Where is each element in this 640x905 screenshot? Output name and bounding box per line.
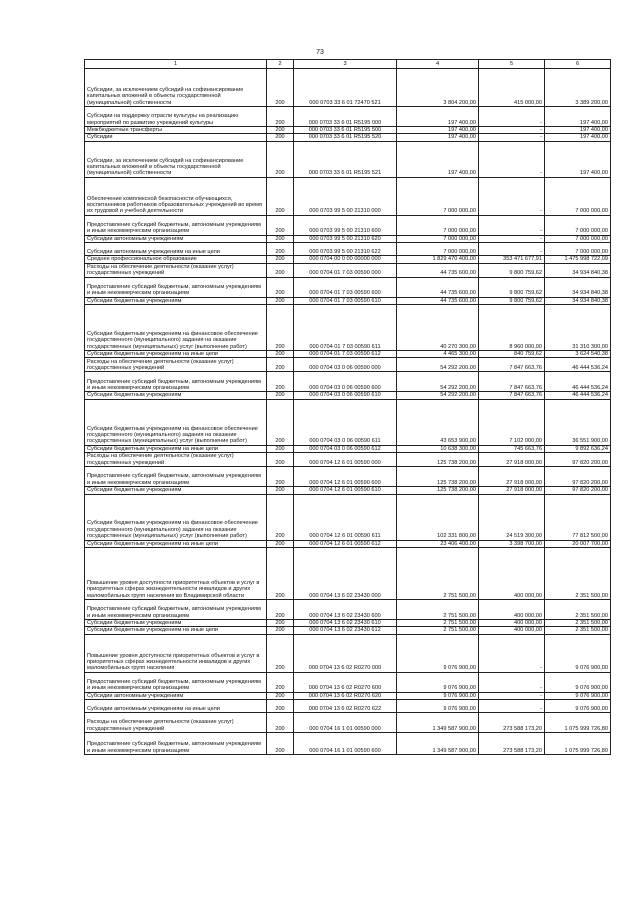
row-executed: 27 918 000,00 xyxy=(479,467,545,487)
row-unexecuted: 2 351 500,00 xyxy=(545,548,611,600)
row-admin-code: 200 xyxy=(267,692,294,699)
row-name: Субсидии бюджетным учреждениям xyxy=(85,392,267,399)
row-budget-code: 000 0704 13 6 02 23430 612 xyxy=(294,627,397,634)
table-row xyxy=(85,672,611,692)
row-executed: 400 000,00 xyxy=(479,548,545,600)
row-approved: 2 751 500,00 xyxy=(397,620,479,627)
row-executed: 9 800 759,62 xyxy=(479,277,545,297)
row-name: Предоставление субсидий бюджетным, автономным учреждениям и иным некоммерческим организациям xyxy=(85,215,267,235)
table-row xyxy=(85,263,611,277)
table-row xyxy=(85,540,611,547)
table-row xyxy=(85,445,611,452)
row-approved: 125 738 200,00 xyxy=(397,453,479,467)
table-row xyxy=(85,134,611,141)
row-budget-code: 000 0703 99 5 00 21310 622 xyxy=(294,243,397,256)
row-admin-code: 200 xyxy=(267,263,294,277)
row-executed: 9 800 759,62 xyxy=(479,297,545,304)
row-unexecuted: 7 000 000,00 xyxy=(545,177,611,215)
row-executed: 400 000,00 xyxy=(479,627,545,634)
row-budget-code: 000 0704 13 6 02 23430 610 xyxy=(294,620,397,627)
row-unexecuted: 36 551 900,00 xyxy=(545,399,611,445)
table-row xyxy=(85,399,611,445)
row-admin-code: 200 xyxy=(267,392,294,399)
row-name: Субсидии, за исключением субсидий на софинансирование капитальных вложений в объекты государственной (муниципальной) собственности xyxy=(85,141,267,177)
row-admin-code: 200 xyxy=(267,713,294,733)
row-unexecuted: 2 351 500,00 xyxy=(545,620,611,627)
row-unexecuted: 9 076 900,00 xyxy=(545,700,611,713)
row-name: Предоставление субсидий бюджетным, автономным учреждениям и иным некоммерческим организациям xyxy=(85,372,267,392)
row-admin-code: 200 xyxy=(267,297,294,304)
row-executed: 273 588 173,20 xyxy=(479,713,545,733)
row-admin-code: 200 xyxy=(267,358,294,372)
row-unexecuted: 46 444 536,24 xyxy=(545,392,611,399)
row-executed: - xyxy=(479,692,545,699)
row-admin-code: 200 xyxy=(267,627,294,634)
row-budget-code: 000 0704 03 0 06 00590 612 xyxy=(294,445,397,452)
row-unexecuted: 9 076 900,00 xyxy=(545,634,611,672)
row-approved: 197 400,00 xyxy=(397,141,479,177)
row-admin-code: 200 xyxy=(267,487,294,494)
table-row xyxy=(85,215,611,235)
row-name: Предоставление субсидий бюджетным, автономным учреждениям и иным некоммерческим организациям xyxy=(85,277,267,297)
row-name: Предоставление субсидий бюджетным, автономным учреждениям и иным некоммерческим организациям xyxy=(85,600,267,620)
table-row xyxy=(85,141,611,177)
row-admin-code: 200 xyxy=(267,399,294,445)
row-executed: - xyxy=(479,634,545,672)
row-approved: 44 735 600,00 xyxy=(397,277,479,297)
row-name: Обеспечение комплексной безопасности обучающихся, воспитанников работников образовательных учреждений во время их трудовой и учебной деятельности xyxy=(85,177,267,215)
row-approved: 2 751 500,00 xyxy=(397,627,479,634)
row-admin-code: 200 xyxy=(267,177,294,215)
row-budget-code: 000 0704 03 0 06 00590 610 xyxy=(294,392,397,399)
table-row xyxy=(85,358,611,372)
row-unexecuted: 2 351 500,00 xyxy=(545,600,611,620)
table-row xyxy=(85,453,611,467)
row-admin-code: 200 xyxy=(267,69,294,107)
table-row xyxy=(85,620,611,627)
row-executed: 273 588 173,20 xyxy=(479,733,545,755)
row-executed: 400 000,00 xyxy=(479,620,545,627)
row-executed: 353 471 677,91 xyxy=(479,256,545,263)
table-row xyxy=(85,305,611,351)
table-row xyxy=(85,372,611,392)
row-admin-code: 200 xyxy=(267,634,294,672)
row-executed: 840 759,62 xyxy=(479,351,545,358)
row-approved: 197 400,00 xyxy=(397,127,479,134)
row-budget-code: 000 0704 16 1 01 00590 000 xyxy=(294,713,397,733)
row-executed: - xyxy=(479,243,545,256)
row-budget-code: 000 0704 13 6 02 23430 000 xyxy=(294,548,397,600)
row-unexecuted: 3 624 540,38 xyxy=(545,351,611,358)
row-executed: 8 960 000,00 xyxy=(479,305,545,351)
row-approved: 9 076 900,00 xyxy=(397,672,479,692)
table-row xyxy=(85,548,611,600)
row-budget-code: 000 0704 03 0 06 00590 611 xyxy=(294,399,397,445)
table-row xyxy=(85,177,611,215)
row-unexecuted: 34 934 840,38 xyxy=(545,277,611,297)
row-approved: 54 292 200,00 xyxy=(397,358,479,372)
row-unexecuted: 77 812 500,00 xyxy=(545,494,611,540)
table-row xyxy=(85,69,611,107)
row-unexecuted: 3 389 200,00 xyxy=(545,69,611,107)
table-row xyxy=(85,107,611,127)
table-row xyxy=(85,692,611,699)
row-admin-code: 200 xyxy=(267,733,294,755)
row-name: Повышение уровня доступности приоритетных объектов и услуг в приоритетных сферах жизнедеятельности инвалидов и других маломобильных групп населения xyxy=(85,634,267,672)
row-executed: - xyxy=(479,235,545,242)
table-row xyxy=(85,487,611,494)
row-admin-code: 200 xyxy=(267,540,294,547)
row-unexecuted: 46 444 536,24 xyxy=(545,358,611,372)
row-budget-code: 000 0704 16 1 01 00590 600 xyxy=(294,733,397,755)
row-approved: 43 653 900,00 xyxy=(397,399,479,445)
table-row xyxy=(85,243,611,256)
row-name: Субсидии автономным учреждениям на иные цели xyxy=(85,243,267,256)
row-unexecuted: 197 400,00 xyxy=(545,107,611,127)
row-unexecuted: 34 934 840,38 xyxy=(545,263,611,277)
row-name: Субсидии автономным учреждениям xyxy=(85,235,267,242)
row-name: Расходы на обеспечение деятельности (оказание услуг) государственных учреждений xyxy=(85,263,267,277)
row-executed: 400 000,00 xyxy=(479,600,545,620)
table-row xyxy=(85,297,611,304)
row-approved: 54 292 200,00 xyxy=(397,392,479,399)
column-header: 6 xyxy=(545,60,611,69)
row-budget-code: 000 0704 12 6 01 00590 610 xyxy=(294,487,397,494)
row-approved: 197 400,00 xyxy=(397,107,479,127)
row-executed: 7 847 663,76 xyxy=(479,372,545,392)
row-budget-code: 000 0703 99 5 00 21310 000 xyxy=(294,177,397,215)
row-approved: 1 829 470 400,00 xyxy=(397,256,479,263)
row-executed: 27 918 000,00 xyxy=(479,487,545,494)
row-approved: 7 000 000,00 xyxy=(397,177,479,215)
row-unexecuted: 31 310 300,00 xyxy=(545,305,611,351)
row-admin-code: 200 xyxy=(267,134,294,141)
row-unexecuted: 97 820 200,00 xyxy=(545,453,611,467)
row-name: Предоставление субсидий бюджетным, автономным учреждениям и иным некоммерческим организациям xyxy=(85,733,267,755)
row-admin-code: 200 xyxy=(267,467,294,487)
row-unexecuted: 7 000 000,00 xyxy=(545,235,611,242)
row-budget-code: 000 0704 13 6 02 R0270 622 xyxy=(294,700,397,713)
row-name: Субсидии бюджетным учреждениям на финансовое обеспечение государственного (муниципального) задания на оказание государственных (муниципальных) услуг (выполнение работ) xyxy=(85,305,267,351)
row-approved: 54 292 200,00 xyxy=(397,372,479,392)
row-name: Предоставление субсидий бюджетным, автономным учреждениям и иным некоммерческим организациям xyxy=(85,672,267,692)
row-admin-code: 200 xyxy=(267,453,294,467)
row-executed: 7 102 000,00 xyxy=(479,399,545,445)
row-budget-code: 000 0703 33 6 01 72470 521 xyxy=(294,69,397,107)
row-admin-code: 200 xyxy=(267,672,294,692)
table-row xyxy=(85,713,611,733)
row-approved: 125 738 200,00 xyxy=(397,467,479,487)
row-executed: - xyxy=(479,672,545,692)
table-body xyxy=(85,69,611,755)
row-approved: 10 638 300,00 xyxy=(397,445,479,452)
row-executed: - xyxy=(479,700,545,713)
row-unexecuted: 2 351 500,00 xyxy=(545,627,611,634)
row-approved: 44 735 600,00 xyxy=(397,263,479,277)
row-name: Расходы на обеспечение деятельности (оказание услуг) государственных учреждений xyxy=(85,453,267,467)
row-unexecuted: 1 475 998 722,09 xyxy=(545,256,611,263)
row-name: Субсидии xyxy=(85,134,267,141)
row-executed: - xyxy=(479,141,545,177)
row-unexecuted: 197 400,00 xyxy=(545,134,611,141)
row-name: Субсидии бюджетным учреждениям на иные цели xyxy=(85,627,267,634)
row-executed: 7 847 663,76 xyxy=(479,358,545,372)
row-budget-code: 000 0704 03 0 06 00590 600 xyxy=(294,372,397,392)
row-admin-code: 200 xyxy=(267,620,294,627)
row-name: Субсидии бюджетным учреждениям xyxy=(85,487,267,494)
row-name: Субсидии бюджетным учреждениям xyxy=(85,620,267,627)
row-budget-code: 000 0703 33 6 01 R5195 000 xyxy=(294,107,397,127)
table-row xyxy=(85,627,611,634)
row-name: Субсидии бюджетным учреждениям на иные цели xyxy=(85,351,267,358)
row-admin-code: 200 xyxy=(267,548,294,600)
row-executed: - xyxy=(479,215,545,235)
row-unexecuted: 1 075 999 726,80 xyxy=(545,713,611,733)
column-header: 3 xyxy=(294,60,397,69)
row-name: Расходы на обеспечение деятельности (оказание услуг) государственных учреждений xyxy=(85,713,267,733)
row-name: Субсидии бюджетным учреждениям на финансовое обеспечение государственного (муниципального) задания на оказание государственных (муниципальных) услуг (выполнение работ) xyxy=(85,399,267,445)
table-row xyxy=(85,256,611,263)
row-executed: 7 847 663,76 xyxy=(479,392,545,399)
row-admin-code: 200 xyxy=(267,600,294,620)
row-unexecuted: 97 820 200,00 xyxy=(545,487,611,494)
row-admin-code: 200 xyxy=(267,256,294,263)
row-name: Субсидии на поддержку отрасли культуры на реализацию мероприятий по развитию учреждений культуры xyxy=(85,107,267,127)
row-name: Субсидии бюджетным учреждениям на финансовое обеспечение государственного (муниципального) задания на оказание государственных (муниципальных) услуг (выполнение работ) xyxy=(85,494,267,540)
row-unexecuted: 7 000 000,00 xyxy=(545,215,611,235)
row-unexecuted: 1 075 999 726,80 xyxy=(545,733,611,755)
row-unexecuted: 7 000 000,00 xyxy=(545,243,611,256)
row-name: Предоставление субсидий бюджетным, автономным учреждениям и иным некоммерческим организациям xyxy=(85,467,267,487)
row-executed: - xyxy=(479,107,545,127)
row-name: Расходы на обеспечение деятельности (оказание услуг) государственных учреждений xyxy=(85,358,267,372)
row-approved: 40 270 300,00 xyxy=(397,305,479,351)
row-budget-code: 000 0704 01 7 03 00590 610 xyxy=(294,297,397,304)
row-budget-code: 000 0703 99 5 00 21310 620 xyxy=(294,235,397,242)
row-budget-code: 000 0704 00 0 00 00000 000 xyxy=(294,256,397,263)
row-executed: 9 800 759,62 xyxy=(479,263,545,277)
row-admin-code: 200 xyxy=(267,107,294,127)
row-unexecuted: 97 820 200,00 xyxy=(545,467,611,487)
row-name: Среднее профессиональное образование xyxy=(85,256,267,263)
row-admin-code: 200 xyxy=(267,141,294,177)
row-budget-code: 000 0704 13 6 02 R0270 620 xyxy=(294,692,397,699)
row-budget-code: 000 0704 13 6 02 23430 600 xyxy=(294,600,397,620)
table-row xyxy=(85,600,611,620)
table-row xyxy=(85,494,611,540)
table-row xyxy=(85,392,611,399)
row-approved: 3 804 200,00 xyxy=(397,69,479,107)
row-executed: 3 398 700,00 xyxy=(479,540,545,547)
table-row xyxy=(85,733,611,755)
row-name: Субсидии, за исключением субсидий на софинансирование капитальных вложений в объекты государственной (муниципальной) собственности xyxy=(85,69,267,107)
row-unexecuted: 20 007 700,00 xyxy=(545,540,611,547)
row-budget-code: 000 0704 01 7 03 00590 000 xyxy=(294,263,397,277)
table-row xyxy=(85,127,611,134)
budget-table xyxy=(84,59,611,755)
row-unexecuted: 9 076 900,00 xyxy=(545,692,611,699)
row-approved: 4 465 300,00 xyxy=(397,351,479,358)
row-name: Субсидии бюджетным учреждениям на иные цели xyxy=(85,540,267,547)
row-budget-code: 000 0704 12 6 01 00590 600 xyxy=(294,467,397,487)
row-budget-code: 000 0704 01 7 03 00590 611 xyxy=(294,305,397,351)
row-executed: 24 519 300,00 xyxy=(479,494,545,540)
row-admin-code: 200 xyxy=(267,372,294,392)
row-admin-code: 200 xyxy=(267,305,294,351)
table-row xyxy=(85,235,611,242)
column-header: 4 xyxy=(397,60,479,69)
column-header: 5 xyxy=(479,60,545,69)
row-executed: - xyxy=(479,127,545,134)
row-budget-code: 000 0704 12 6 01 00590 611 xyxy=(294,494,397,540)
row-approved: 23 406 400,00 xyxy=(397,540,479,547)
table-row xyxy=(85,467,611,487)
row-name: Субсидии автономным учреждениям xyxy=(85,692,267,699)
row-approved: 1 349 587 900,00 xyxy=(397,733,479,755)
row-admin-code: 200 xyxy=(267,127,294,134)
row-admin-code: 200 xyxy=(267,351,294,358)
row-budget-code: 000 0704 13 6 02 R0270 600 xyxy=(294,672,397,692)
row-approved: 7 000 000,00 xyxy=(397,243,479,256)
row-name: Субсидии бюджетным учреждениям на иные цели xyxy=(85,445,267,452)
row-admin-code: 200 xyxy=(267,494,294,540)
row-admin-code: 200 xyxy=(267,700,294,713)
row-approved: 9 076 900,00 xyxy=(397,700,479,713)
row-approved: 102 331 800,00 xyxy=(397,494,479,540)
row-executed: - xyxy=(479,177,545,215)
row-approved: 7 000 000,00 xyxy=(397,235,479,242)
row-admin-code: 200 xyxy=(267,445,294,452)
row-unexecuted: 34 934 840,38 xyxy=(545,297,611,304)
row-unexecuted: 197 400,00 xyxy=(545,127,611,134)
row-admin-code: 200 xyxy=(267,277,294,297)
row-admin-code: 200 xyxy=(267,235,294,242)
row-name: Субсидии автономным учреждениям на иные цели xyxy=(85,700,267,713)
row-admin-code: 200 xyxy=(267,243,294,256)
row-budget-code: 000 0703 33 6 01 R5195 500 xyxy=(294,127,397,134)
row-unexecuted: 46 444 536,24 xyxy=(545,372,611,392)
row-executed: 745 663,76 xyxy=(479,445,545,452)
row-name: Межбюджетные трансферты xyxy=(85,127,267,134)
table-row xyxy=(85,634,611,672)
row-approved: 9 076 900,00 xyxy=(397,634,479,672)
row-budget-code: 000 0704 12 6 01 00590 000 xyxy=(294,453,397,467)
row-approved: 2 751 500,00 xyxy=(397,600,479,620)
row-unexecuted: 9 076 900,00 xyxy=(545,672,611,692)
row-name: Повышение уровня доступности приоритетных объектов и услуг в приоритетных сферах жизнедеятельности инвалидов и других маломобильных групп населения во Владимирской области xyxy=(85,548,267,600)
row-admin-code: 200 xyxy=(267,215,294,235)
row-approved: 7 000 000,00 xyxy=(397,215,479,235)
table-row xyxy=(85,700,611,713)
row-executed: 415 000,00 xyxy=(479,69,545,107)
column-header: 1 xyxy=(85,60,267,69)
row-approved: 197 400,00 xyxy=(397,134,479,141)
row-approved: 125 738 200,00 xyxy=(397,487,479,494)
row-budget-code: 000 0703 33 6 01 R5195 520 xyxy=(294,134,397,141)
row-approved: 2 751 500,00 xyxy=(397,548,479,600)
row-budget-code: 000 0704 03 0 06 00590 000 xyxy=(294,358,397,372)
row-budget-code: 000 0704 12 6 01 00590 612 xyxy=(294,540,397,547)
row-budget-code: 000 0703 99 5 00 21310 600 xyxy=(294,215,397,235)
row-approved: 9 076 900,00 xyxy=(397,692,479,699)
row-executed: 27 918 000,00 xyxy=(479,453,545,467)
page-number: 73 xyxy=(316,49,324,56)
table-row xyxy=(85,277,611,297)
column-header: 2 xyxy=(267,60,294,69)
row-budget-code: 000 0704 01 7 03 00590 600 xyxy=(294,277,397,297)
table-row xyxy=(85,351,611,358)
row-unexecuted: 197 400,00 xyxy=(545,141,611,177)
row-unexecuted: 9 892 636,24 xyxy=(545,445,611,452)
row-executed: - xyxy=(479,134,545,141)
row-name: Субсидии бюджетным учреждениям xyxy=(85,297,267,304)
row-approved: 44 735 600,00 xyxy=(397,297,479,304)
row-approved: 1 349 587 900,00 xyxy=(397,713,479,733)
row-budget-code: 000 0703 33 6 01 R5195 521 xyxy=(294,141,397,177)
header-row xyxy=(85,60,611,69)
row-budget-code: 000 0704 01 7 03 00590 612 xyxy=(294,351,397,358)
row-budget-code: 000 0704 13 6 02 R0270 000 xyxy=(294,634,397,672)
